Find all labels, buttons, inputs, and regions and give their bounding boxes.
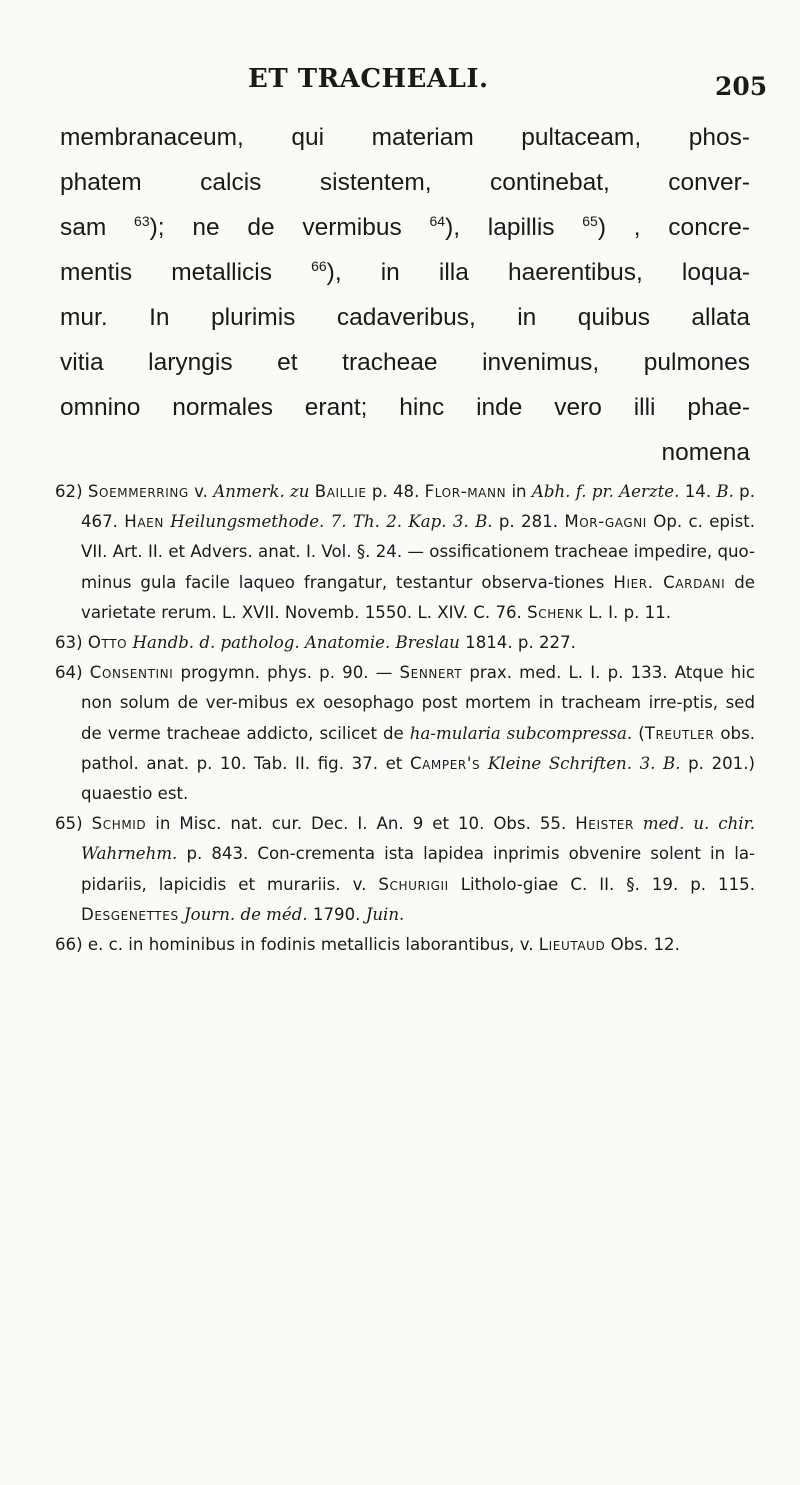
work-title: Journ. de méd. xyxy=(183,904,308,924)
work-title: Kleine Schriften. 3. B. xyxy=(487,753,681,773)
author-name: Heister xyxy=(575,814,634,834)
footnote-number: 66) xyxy=(55,935,83,955)
author-name: Schurigii xyxy=(378,874,449,894)
running-head: ET TRACHEALI. xyxy=(248,64,489,94)
footnote-number: 62) xyxy=(55,482,83,501)
work-title: Heilungsmethode. 7. Th. 2. Kap. 3. B. xyxy=(170,512,493,532)
footnote-text: p. 843. Con-crementa ista lapidea inprimis obvenire solent in la-pidariis, lapicidis et murariis. v. xyxy=(81,844,755,894)
author-name: Hier. Cardani xyxy=(613,572,726,592)
body-line: mentis metallicis $^{66}$), in illa haerentibus, loqua- xyxy=(60,258,750,286)
page-number: 205 xyxy=(715,72,768,101)
footnote-text: L. I. p. 11. xyxy=(583,602,672,622)
footnote-text: prax. med. L. I. p. 133. Atque hic non solum de ver-mibus ex oesophago post mortem in tracheam irre-ptis, sed de verme tracheae addicto, scilicet de xyxy=(81,663,755,743)
note-ref-64: 64 xyxy=(429,213,446,229)
author-name: Desgenettes xyxy=(81,904,179,924)
footnote-number: 65) xyxy=(55,814,83,834)
footnote-text: Obs. 12. xyxy=(605,935,680,955)
author-name: Otto xyxy=(87,633,128,653)
body-line: phatem calcis sistentem, continebat, conver- xyxy=(60,169,750,196)
note-ref-63: 63 xyxy=(134,213,150,229)
note-ref-66: 66 xyxy=(311,258,327,274)
footnote-text: 14. xyxy=(679,482,717,501)
work-title: Anmerk. zu xyxy=(213,482,310,501)
footnote xyxy=(55,477,755,628)
footnote xyxy=(55,809,755,930)
footnote-text: p. 467. xyxy=(81,482,755,532)
footnote-text: in xyxy=(506,482,532,501)
footnote-text: 1790. xyxy=(307,904,366,924)
footnote-text: Op. c. epist. VII. Art. II. et Advers. anat. I. Vol. §. 24. — ossificationem tracheae impedire, quo-minus gula facile laqueo frangatur, testantur observa-tiones xyxy=(81,512,755,592)
author-name: Baillie xyxy=(314,482,367,501)
body-line: vitia laryngis et tracheae invenimus, pulmones xyxy=(60,349,750,376)
footnote-text: p. 48. xyxy=(366,482,425,501)
work-title: Handb. d. patholog. Anatomie. Breslau xyxy=(132,633,460,653)
author-name: Treutler xyxy=(644,723,715,743)
footnote-text: progymn. phys. p. 90. — xyxy=(173,663,400,683)
footnote-text: in Misc. nat. cur. Dec. I. An. 9 et 10. Obs. 55. xyxy=(146,814,576,834)
work-title: med. u. chir. Wahrnehm. xyxy=(81,814,755,864)
footnotes xyxy=(55,477,755,960)
author-name: Camper's xyxy=(409,753,481,773)
body-line: mur. In plurimis cadaveribus, in quibus allata xyxy=(60,304,750,331)
footnote-number: 63) xyxy=(55,633,83,653)
footnote-text: e. c. in hominibus in fodinis metallicis laborantibus, v. xyxy=(87,935,539,955)
body-line: membranaceum, qui materiam pultaceam, phos- xyxy=(60,124,750,151)
author-name: Lieutaud xyxy=(538,935,606,955)
body-line: nomena xyxy=(661,439,750,466)
body-line: sam $^{63}$); ne de vermibus $^{64}$), lapillis $^{65}$) , concre- xyxy=(60,213,751,241)
footnote-text: obs. pathol. anat. p. 10. Tab. II. fig. 37. et xyxy=(81,723,755,773)
footnote-text: de varietate rerum. L. XVII. Novemb. 1550. L. XIV. C. 76. xyxy=(81,572,755,622)
main-paragraph xyxy=(60,115,750,475)
footnote-text: p. 201.) quaestio est. xyxy=(81,753,755,804)
footnote xyxy=(55,930,755,960)
author-name: Flor-mann xyxy=(424,482,507,501)
author-name: Haen xyxy=(124,512,164,532)
page-header xyxy=(0,64,800,104)
footnote-text: 1814. p. 227. xyxy=(459,633,576,653)
author-name: Soemmerring xyxy=(87,482,189,501)
author-name: Sennert xyxy=(399,663,463,683)
note-ref-65: 65 xyxy=(582,213,598,229)
work-title: B. xyxy=(716,482,734,501)
author-name: Schmid xyxy=(91,814,147,834)
footnote-text: p. 281. xyxy=(492,512,565,532)
footnote-text xyxy=(480,754,488,773)
author-name: Schenk xyxy=(527,602,584,622)
footnote xyxy=(55,658,755,809)
footnote-number: 64) xyxy=(55,663,83,683)
work-title: ha-mularia subcompressa. xyxy=(409,723,633,743)
footnote-text xyxy=(634,814,643,833)
footnote-text: v. xyxy=(188,482,214,501)
body-line: omnino normales erant; hinc inde vero illi phae- xyxy=(60,394,750,421)
author-name: Consentini xyxy=(89,663,174,683)
work-title: Abh. f. pr. Aerzte. xyxy=(531,482,680,501)
footnote xyxy=(55,628,755,658)
footnote-text: ( xyxy=(632,723,645,743)
footnote-text: Litholo-giae C. II. §. 19. p. 115. xyxy=(448,874,755,894)
work-title: Juin. xyxy=(365,904,405,924)
author-name: Mor-gagni xyxy=(564,512,647,532)
